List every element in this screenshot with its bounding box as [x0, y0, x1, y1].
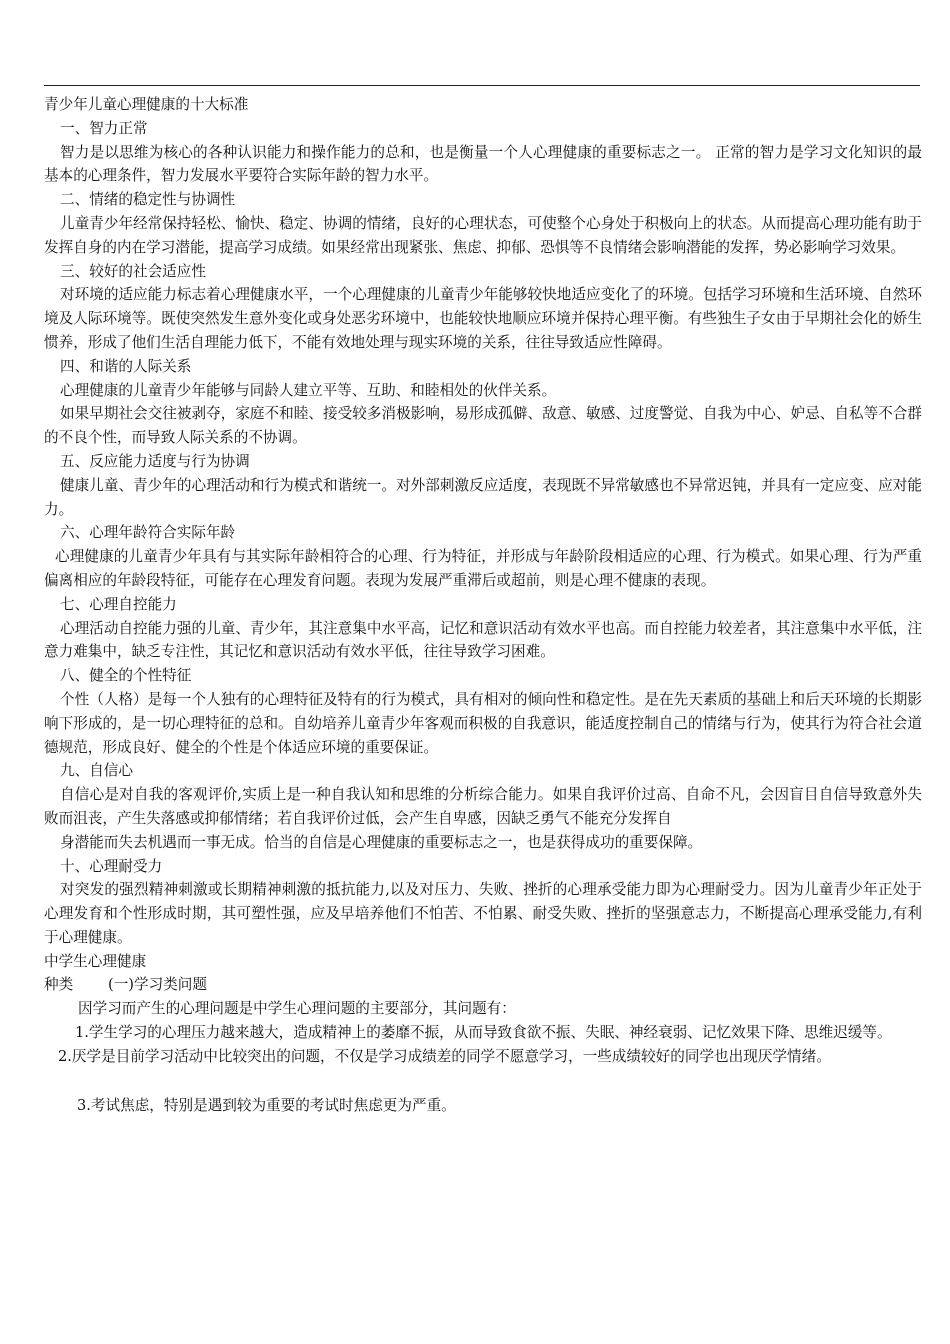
section-paragraph: 个性（人格）是每一个人独有的心理特征及特有的行为模式，具有相对的倾向性和稳定性。是在先天素质的基础上和后天环境的长期影响下形成的，是一切心理特征的总和。自幼培养儿童青少年客观而积极的自我意识，能适度控制自己的情绪与行为，使其行为符合社会道德规范，形成良好、健全的个性是个体适应环境的重要保证。: [44, 690, 922, 756]
section-paragraph: 如果早期社会交往被剥夺，家庭不和睦、接受较多消极影响，易形成孤僻、敌意、敏感、过度警觉、自我为中心、妒忌、自私等不合群的不良个性，而导致人际关系的不协调。: [44, 405, 922, 447]
kind-label: 种类: [44, 976, 74, 994]
section-heading-3: 三、较好的社会适应性: [60, 262, 206, 280]
category-label: (一)学习类问题: [108, 976, 207, 994]
list-item: 1.学生学习的心理压力越来越大，造成精神上的萎靡不振，从而导致食欲不振、失眠、神经衰弱、记忆效果下降、思维迟缓等。: [75, 1024, 892, 1042]
list-item: 2.厌学是目前学习活动中比较突出的问题，不仅是学习成绩差的同学不愿意学习，一些成绩较好的同学也出现厌学情绪。: [58, 1047, 831, 1065]
section-heading-1: 一、智力正常: [60, 119, 148, 137]
list-item: 3.考试焦虑，特别是遇到较为重要的考试时焦虑更为严重。: [77, 1096, 456, 1114]
section-paragraph: 智力是以思维为核心的各种认识能力和操作能力的总和，也是衡量一个人心理健康的重要标志之一。 正常的智力是学习文化知识的最基本的心理条件，智力发展水平要符合实际年龄的智力水平。: [44, 143, 922, 185]
section-paragraph: 心理活动自控能力强的儿童、青少年，其注意集中水平高，记忆和意识活动有效水平也高。而自控能力较差者，其注意集中水平低，注意力难集中，缺乏专注性，其记忆和意识活动有效水平低，往往导致学习困难。: [44, 619, 922, 661]
section-paragraph: 儿童青少年经常保持轻松、愉快、稳定、协调的情绪，良好的心理状态，可使整个心身处于积极向上的状态。从而提高心理功能有助于发挥自身的内在学习潜能，提高学习成绩。如果经常出现紧张、焦虑、抑郁、恐惧等不良情绪会影响潜能的发挥，势必影响学习效果。: [44, 214, 922, 256]
middle-school-title: 中学生心理健康: [44, 952, 147, 970]
section-heading-7: 七、心理自控能力: [60, 595, 177, 613]
section-paragraph: 自信心是对自我的客观评价,实质上是一种自我认知和思维的分析综合能力。如果自我评价过高、自命不凡，会因盲目自信导致意外失败而沮丧，产生失落感或抑郁情绪；若自我评价过低，会产生自卑感，因缺乏勇气不能充分发挥自: [44, 786, 922, 827]
section-paragraph: 对环境的适应能力标志着心理健康水平，一个心理健康的儿童青少年能够较快地适应变化了的环境。包括学习环境和生活环境、自然环境及人际环境等。既使突然发生意外变化或身处恶劣环境中，也能较快地顺应环境并保持心理平衡。有些独生子女由于早期社会化的娇生惯养，形成了他们生活自理能力低下，不能有效地处理与现实环境的关系，往往导致适应性障碍。: [44, 286, 922, 351]
spacer: [44, 1069, 922, 1094]
section-heading-6: 六、心理年龄符合实际年龄: [60, 524, 236, 542]
section-heading-2: 二、情绪的稳定性与协调性: [60, 191, 236, 209]
document-body: [44, 93, 922, 1117]
section-heading-4: 四、和谐的人际关系: [60, 357, 192, 375]
section-paragraph: 心理健康的儿童青少年具有与其实际年龄相符合的心理、行为特征，并形成与年龄阶段相适应的心理、行为模式。如果心理、行为严重偏离相应的年龄段特征，可能存在心理发育问题。表现为发展严重滞后或超前，则是心理不健康的表现。: [44, 548, 922, 589]
section-heading-5: 五、反应能力适度与行为协调: [60, 452, 250, 470]
document-title: 青少年儿童心理健康的十大标准: [44, 96, 249, 113]
category-intro: 因学习而产生的心理问题是中学生心理问题的主要部分，其问题有：: [78, 1000, 516, 1018]
section-paragraph: 健康儿童、青少年的心理活动和行为模式和谐统一。对外部刺激反应适度，表现既不异常敏感也不异常迟钝，并具有一定应变、应对能力。: [44, 476, 922, 518]
top-divider-line: [44, 85, 920, 86]
section-heading-10: 十、心理耐受力: [60, 857, 163, 875]
section-paragraph: 对突发的强烈精神刺激或长期精神刺激的抵抗能力,以及对压力、失败、挫折的心理承受能力即为心理耐受力。因为儿童青少年正处于心理发育和个性形成时期，其可塑性强，应及早培养他们不怕苦、不怕累、耐受失败、挫折的坚强意志力，不断提高心理承受能力,有利于心理健康。: [44, 881, 922, 946]
section-heading-9: 九、自信心: [60, 762, 133, 780]
section-paragraph: 心理健康的儿童青少年能够与同龄人建立平等、互助、和睦相处的伙伴关系。: [60, 381, 557, 399]
category-row: [44, 973, 922, 997]
section-heading-8: 八、健全的个性特征: [60, 667, 192, 685]
section-paragraph: 身潜能而失去机遇而一事无成。恰当的自信是心理健康的重要标志之一，也是获得成功的重要保障。: [60, 833, 703, 851]
